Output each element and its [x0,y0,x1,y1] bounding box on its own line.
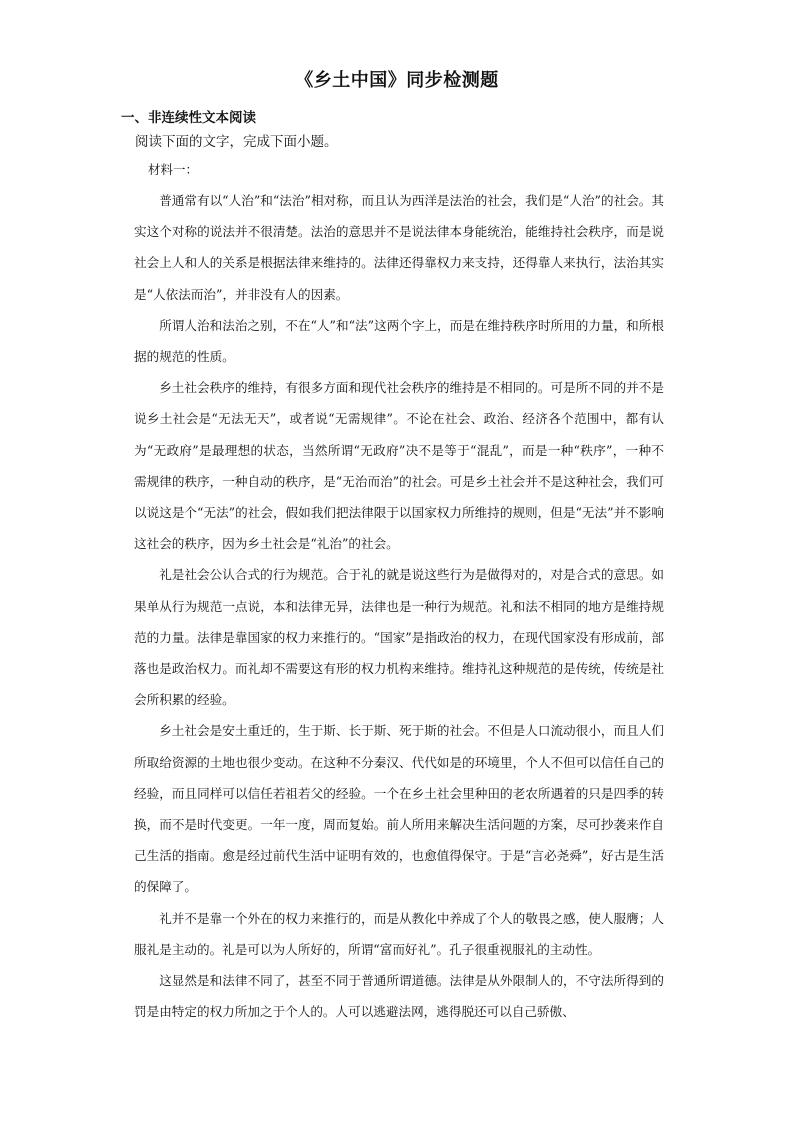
material-label: 材料一： [148,162,199,177]
section-heading: 一、非连续性文本阅读 [121,110,256,126]
paragraph: 这显然是和法律不同了，甚至不同于普通所谓道德。法律是从外限制人的，不守法所得到的罚是由特定的权力所加之于个人的。人可以逃避法网，逃得脱还可以自己骄傲、 [134,973,664,1020]
paragraph: 礼并不是靠一个外在的权力来推行的，而是从教化中养成了个人的敬畏之感，使人服膺；人服礼是主动的。礼是可以为人所好的，所谓“富而好礼”。孔子很重视服礼的主动性。 [134,910,664,957]
paragraph: 所谓人治和法治之别，不在“人”和“法”这两个字上，而是在维持秩序时所用的力量，和所根据的规范的性质。 [134,317,664,365]
reading-instruction: 阅读下面的文字，完成下面小题。 [135,134,338,150]
paragraph: 礼是社会公认合式的行为规范。合于礼的就是说这些行为是做得对的，对是合式的意思。如果单从行为规范一点说，本和法律无异，法律也是一种行为规范。礼和法不相同的地方是维持规范的力量。法律是靠国家的权力来推行的。“国家”是指政治的权力，在现代国家没有形成前，部落也是政治权力。而礼却不需要这有形的权力机构来维持。维持礼这种规范的是传统，传统是社会所积累的经验。 [134,567,664,708]
material-body [134,185,664,1027]
paragraph: 乡土社会秩序的维持，有很多方面和现代社会秩序的维持是不相同的。可是所不同的并不是说乡土社会是“无法无天”，或者说“无需规律”。不论在社会、政治、经济各个范围中，都有认为“无政府”是最理想的状态，当然所谓“无政府”决不是等于“混乱”，而是一种“秩序”，一种不需规律的秩序，一种自动的秩序，是“无治而治”的社会。可是乡土社会并不是这种社会，我们可以说这是个“无法”的社会，假如我们把法律限于以国家权力所维持的规则，但是“无法”并不影响这社会的秩序，因为乡土社会是“礼治”的社会。 [134,380,664,552]
paragraph: 乡土社会是安土重迁的，生于斯、长于斯、死于斯的社会。不但是人口流动很小，而且人们所取给资源的土地也很少变动。在这种不分秦汉、代代如是的环境里，个人不但可以信任自己的经验，而且同样可以信任若祖若父的经验。一个在乡土社会里种田的老农所遇着的只是四季的转换，而不是时代变更。一年一度，周而复始。前人所用来解决生活问题的方案，尽可抄袭来作自己生活的指南。愈是经过前代生活中证明有效的，也愈值得保守。于是“言必尧舜”，好古是生活的保障了。 [134,723,664,895]
paragraph: 普通常有以“人治”和“法治”相对称，而且认为西洋是法治的社会，我们是“人治”的社会。其实这个对称的说法并不很清楚。法治的意思并不是说法律本身能统治，能维持社会秩序，而是说社会上人和人的关系是根据法律来维持的。法律还得靠权力来支持，还得靠人来执行，法治其实是“人依法而治”，并非没有人的因素。 [134,193,664,302]
document-title: 《乡土中国》同步检测题 [295,70,499,91]
